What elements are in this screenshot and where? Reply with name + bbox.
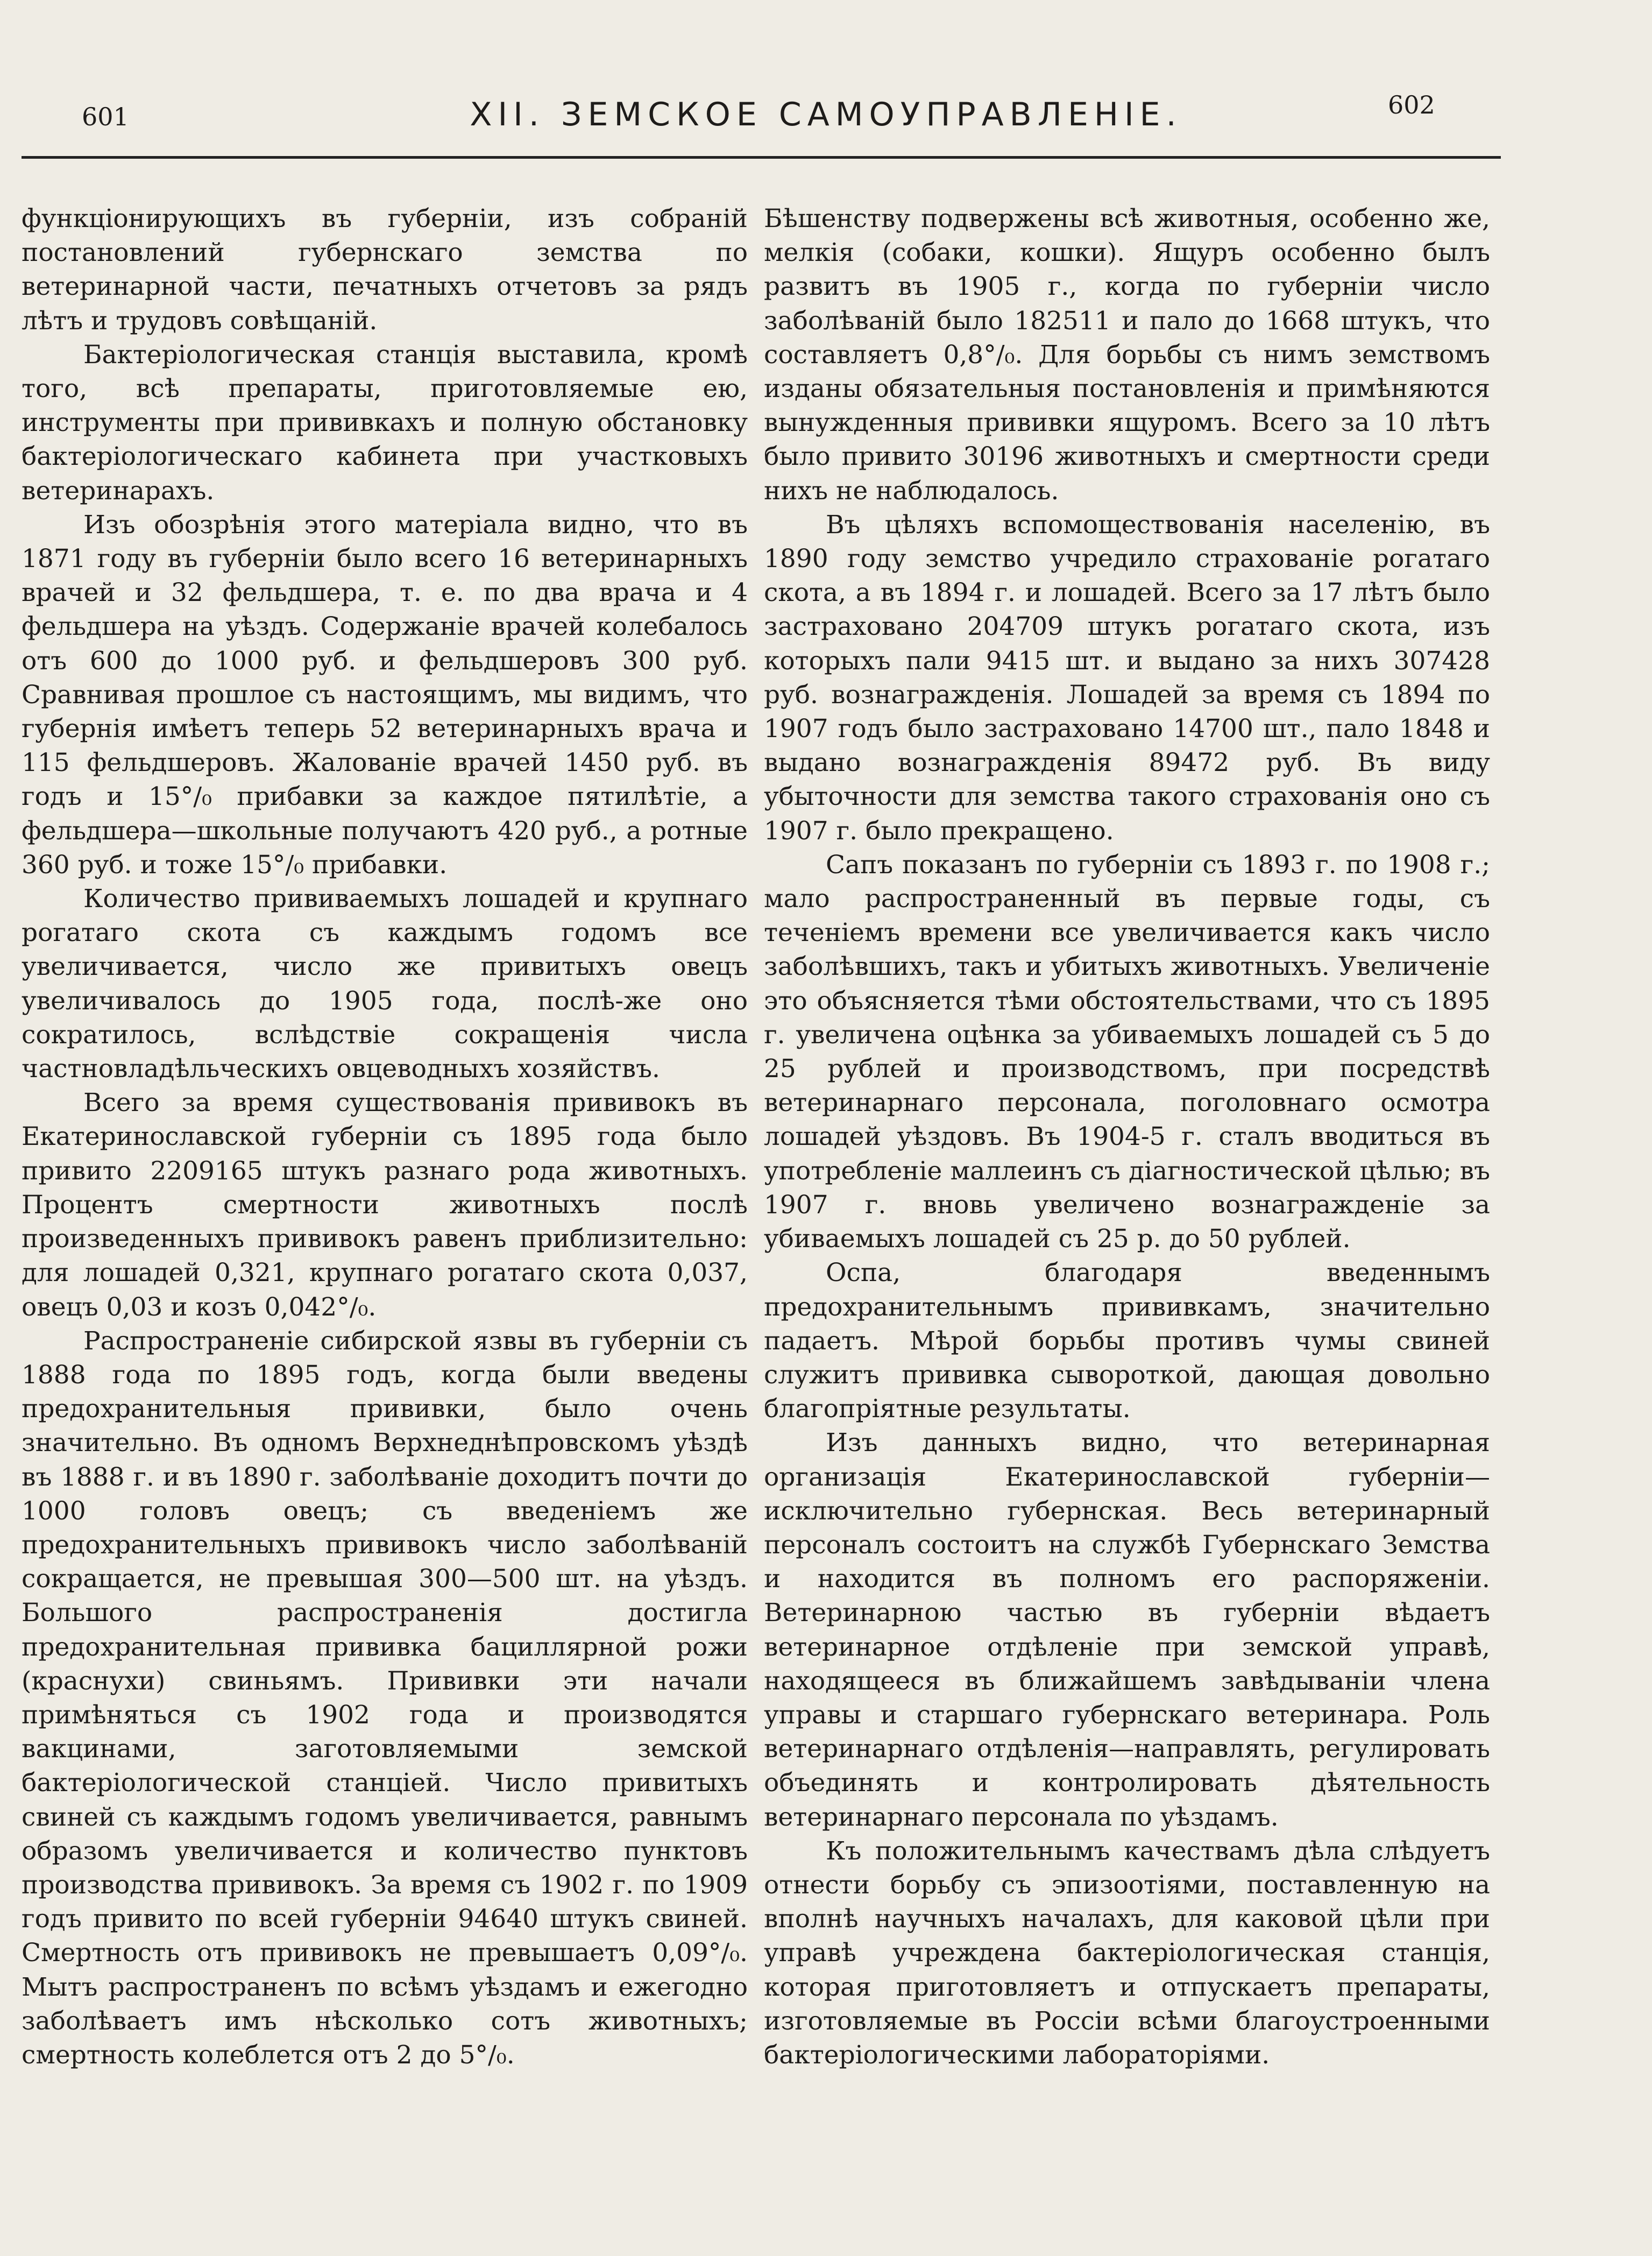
paragraph: Количество прививаемыхъ лошадей и крупнаго рогатаго скота съ каждымъ годомъ все увеличивается, число же привитыхъ овецъ увеличивалось до 1905 года, послѣ-же оно сократилось, вслѣдствіе сокращенія числа частновладѣльческихъ овцеводныхъ хозяйствъ. — [22, 884, 748, 1084]
right-column — [764, 202, 1490, 2072]
left-column — [22, 202, 748, 2072]
paragraph: Къ положительнымъ качествамъ дѣла слѣдуетъ отнести борьбу съ эпизоотіями, поставленную на вполнѣ научныхъ началахъ, для каковой цѣли при управѣ учреждена бактеріологическая станція, которая приготовляетъ и отпускаетъ препараты, изготовляемые въ Россіи всѣми благоустроенными бактеріологическими лабораторіями. — [764, 1836, 1490, 2070]
paragraph: Всего за время существованія прививокъ въ Екатеринославской губерніи съ 1895 года было привито 2209165 штукъ разнаго рода животныхъ. Процентъ смертности животныхъ послѣ произведенныхъ прививокъ равенъ приблизительно: для лошадей 0,321, крупнаго рогатаго скота 0,037, овецъ 0,03 и козъ 0,042°/₀. — [22, 1088, 748, 1322]
paragraph: Оспа, благодаря введеннымъ предохранительнымъ прививкамъ, значительно падаетъ. Мѣрой борьбы противъ чумы свиней служитъ прививка сывороткой, дающая довольно благопріятные результаты. — [764, 1258, 1490, 1424]
paragraph: Сапъ показанъ по губерніи съ 1893 г. по 1908 г.; мало распространенный въ первые годы, съ теченіемъ времени все увеличивается какъ число заболѣвшихъ, такъ и убитыхъ животныхъ. Увеличеніе это объясняется тѣми обстоятельствами, что съ 1895 г. увеличена оцѣнка за убиваемыхъ лошадей съ 5 до 25 рублей и производствомъ, при посредствѣ ветеринарнаго персонала, поголовнаго осмотра лошадей уѣздовъ. Въ 1904-5 г. сталъ вводиться въ употребленіе маллеинъ съ діагностической цѣлью; въ 1907 г. вновь увеличено вознагражденіе за убиваемыхъ лошадей съ 25 р. до 50 рублей. — [764, 850, 1490, 1254]
paragraph: Изъ данныхъ видно, что ветеринарная организація Екатеринославской губерніи—исключительно губернская. Весь ветеринарный персоналъ состоитъ на службѣ Губернскаго Земства и находится въ полномъ его распоряженіи. Ветеринарною частью въ губерніи вѣдаетъ ветеринарное отдѣленіе при земской управѣ, находящееся въ ближайшемъ завѣдываніи члена управы и старшаго губернскаго ветеринара. Роль ветеринарнаго отдѣленія—направлять, регулировать объединять и контролировать дѣятельность ветеринарнаго персонала по уѣздамъ. — [764, 1428, 1490, 1832]
page-number-right: 602 — [1388, 90, 1435, 119]
paragraph: функціонирующихъ въ губерніи, изъ собраній постановлений губернскаго земства по ветеринарной части, печатныхъ отчетовъ за рядъ лѣтъ и трудовъ совѣщаній. — [22, 204, 748, 336]
page-number-left: 601 — [82, 102, 129, 131]
paragraph: Въ цѣляхъ вспомоществованія населенію, въ 1890 году земство учредило страхованіе рогатаго скота, а въ 1894 г. и лошадей. Всего за 17 лѣтъ было застраховано 204709 штукъ рогатаго скота, изъ которыхъ пали 9415 шт. и выдано за нихъ 307428 руб. вознагражденія. Лошадей за время съ 1894 по 1907 годъ было застраховано 14700 шт., пало 1848 и выдано вознагражденія 89472 руб. Въ виду убыточности для земства такого страхованія оно съ 1907 г. было прекращено. — [764, 510, 1490, 846]
header-rule — [22, 156, 1501, 159]
paragraph: Распространеніе сибирской язвы въ губерніи съ 1888 года по 1895 годъ, когда были введены предохранительныя прививки, было очень значительно. Въ одномъ Верхнеднѣпровскомъ уѣздѣ въ 1888 г. и въ 1890 г. заболѣваніе доходитъ почти до 1000 головъ овецъ; съ введеніемъ же предохранительныхъ прививокъ число заболѣваній сокращается, не превышая 300—500 шт. на уѣздъ. Большого распространенія достигла предохранительная прививка бациллярной рожи (краснухи) свиньямъ. Прививки эти начали примѣняться съ 1902 года и производятся вакцинами, заготовляемыми земской бактеріологической станціей. Число привитыхъ свиней съ каждымъ годомъ увеличивается, равнымъ образомъ увеличивается и количество пунктовъ производства прививокъ. За время съ 1902 г. по 1909 годъ привито по всей губерніи 94640 штукъ свиней. Смертность отъ прививокъ не превышаетъ 0,09°/₀. Мытъ распространенъ по всѣмъ уѣздамъ и ежегодно заболѣваетъ имъ нѣсколько сотъ животныхъ; смертность колеблется отъ 2 до 5°/₀. — [22, 1326, 748, 2070]
paragraph: Бактеріологическая станція выставила, кромѣ того, всѣ препараты, приготовляемые ею, инструменты при прививкахъ и полную обстановку бактеріологическаго кабинета при участковыхъ ветеринарахъ. — [22, 340, 748, 506]
paragraph: Бѣшенству подвержены всѣ животныя, особенно же, мелкія (собаки, кошки). Ящуръ особенно былъ развитъ въ 1905 г., когда по губерніи число заболѣваній было 182511 и пало до 1668 штукъ, что составляетъ 0,8°/₀. Для борьбы съ нимъ земствомъ изданы обязательныя постановленія и примѣняются вынужденныя прививки ящуромъ. Всего за 10 лѣтъ было привито 30196 животныхъ и смертности среди нихъ не наблюдалось. — [764, 204, 1490, 506]
running-title: XII. ЗЕМСКОЕ САМОУПРАВЛЕНІЕ. — [470, 96, 1182, 133]
paragraph: Изъ обозрѣнія этого матеріала видно, что въ 1871 году въ губерніи было всего 16 ветеринарныхъ врачей и 32 фельдшера, т. е. по два врача и 4 фельдшера на уѣздъ. Содержаніе врачей колебалось отъ 600 до 1000 руб. и фельдшеровъ 300 руб. Сравнивая прошлое съ настоящимъ, мы видимъ, что губернія имѣетъ теперь 52 ветеринарныхъ врача и 115 фельдшеровъ. Жалованіе врачей 1450 руб. въ годъ и 15°/₀ прибавки за каждое пятилѣтіе, а фельдшера—школьные получаютъ 420 руб., а ротные 360 руб. и тоже 15°/₀ прибавки. — [22, 510, 748, 880]
